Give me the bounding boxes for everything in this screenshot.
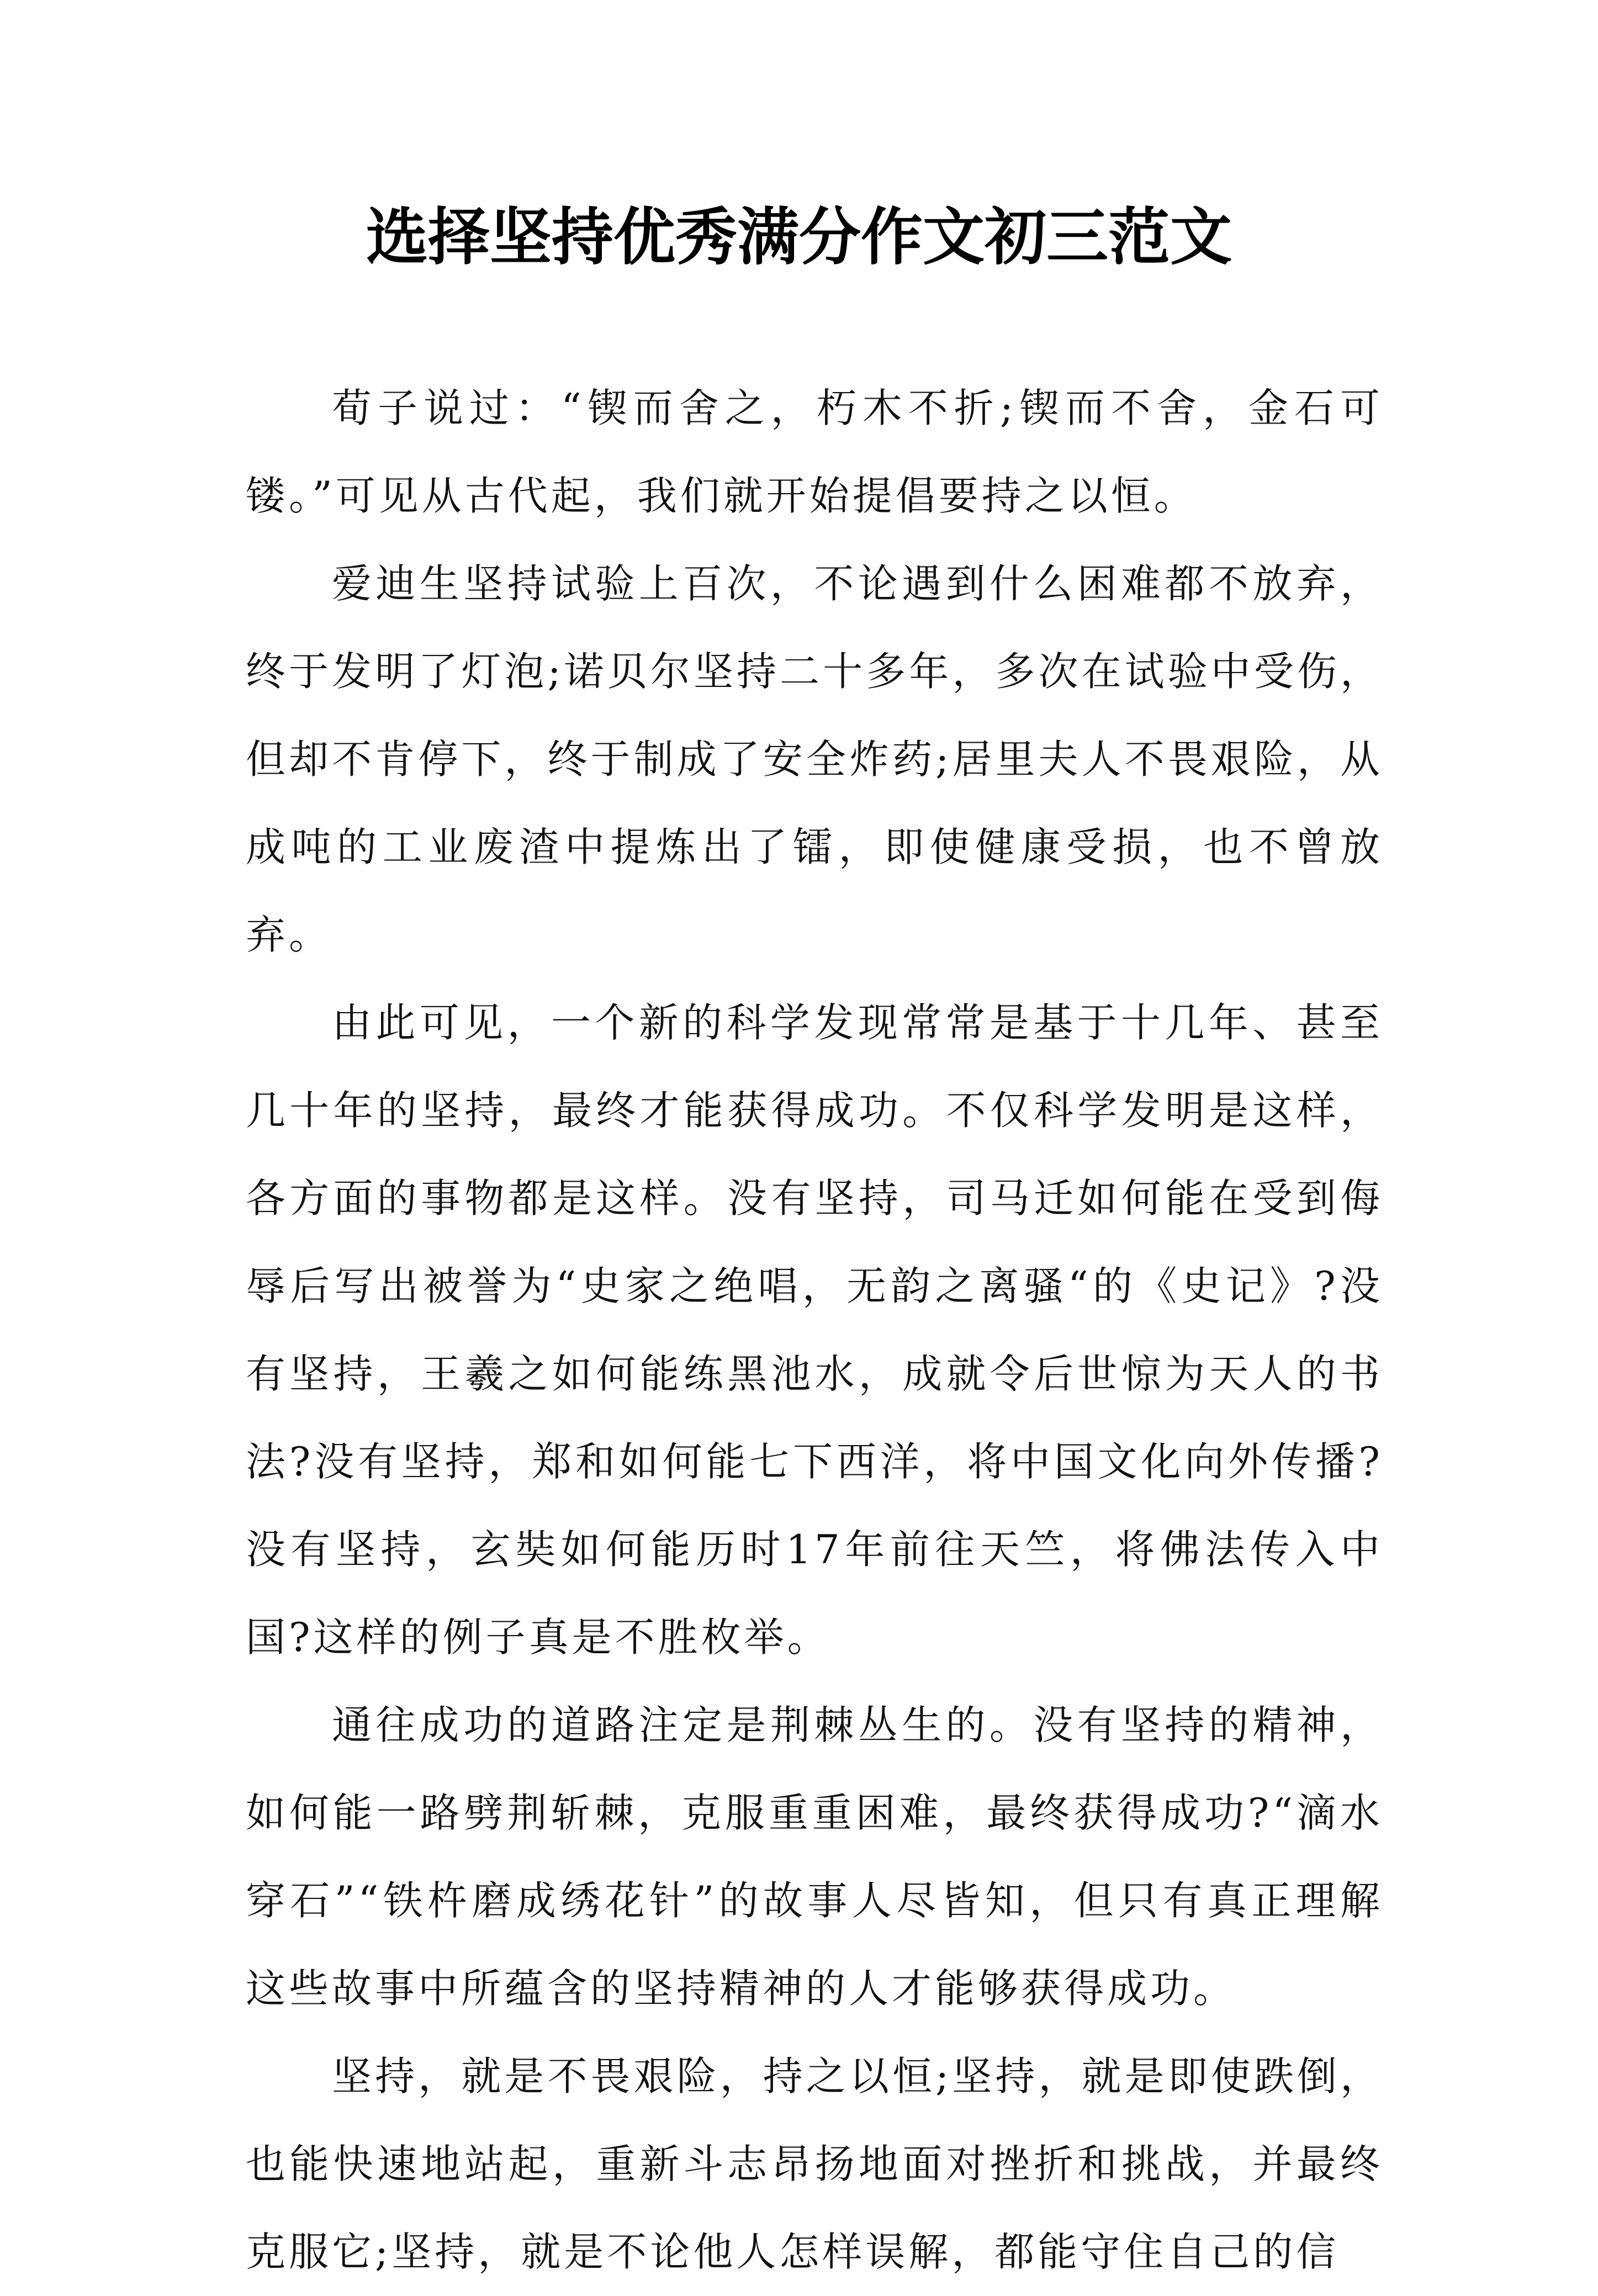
document-title: 选择坚持优秀满分作文初三范文: [366, 201, 1232, 273]
paragraph: 爱迪生坚持试验上百次，不论遇到什么困难都不放弃，终于发明了灯泡;诺贝尔坚持二十多年，多次在试验中受伤，但却不肯停下，终于制成了安全炸药;居里夫人不畏艰险，从成吨的工业废渣中提炼出了镭，即使健康受损，也不曾放弃。: [246, 560, 1383, 958]
paragraph: 由此可见，一个新的科学发现常常是基于十几年、甚至几十年的坚持，最终才能获得成功。不仅科学发明是这样，各方面的事物都是这样。没有坚持，司马迁如何能在受到侮辱后写出被誉为“史家之绝唱，无韵之离骚“的《史记》?没有坚持，王羲之如何能练黑池水，成就令后世惊为天人的书法?没有坚持，郑和如何能七下西洋，将中国文化向外传播?没有坚持，玄奘如何能历时17年前往天竺，将佛法传入中国?这样的例子真是不胜枚举。: [246, 999, 1383, 1660]
paragraph: 坚持，就是不畏艰险，持之以恒;坚持，就是即使跌倒，也能快速地站起，重新斗志昂扬地面对挫折和挑战，并最终克服它;坚持，就是不论他人怎样误解，都能守住自己的信: [246, 2053, 1383, 2275]
paragraph: 通往成功的道路注定是荆棘丛生的。没有坚持的精神，如何能一路劈荆斩棘，克服重重困难，最终获得成功?“滴水穿石”“铁杵磨成绣花针”的故事人尽皆知，但只有真正理解这些故事中所蕴含的坚持精神的人才能够获得成功。: [246, 1702, 1383, 2012]
document-body: [246, 364, 1383, 2296]
paragraph: 荀子说过：“锲而舍之，朽木不折;锲而不舍，金石可镂。”可见从古代起，我们就开始提倡要持之以恒。: [246, 385, 1383, 519]
